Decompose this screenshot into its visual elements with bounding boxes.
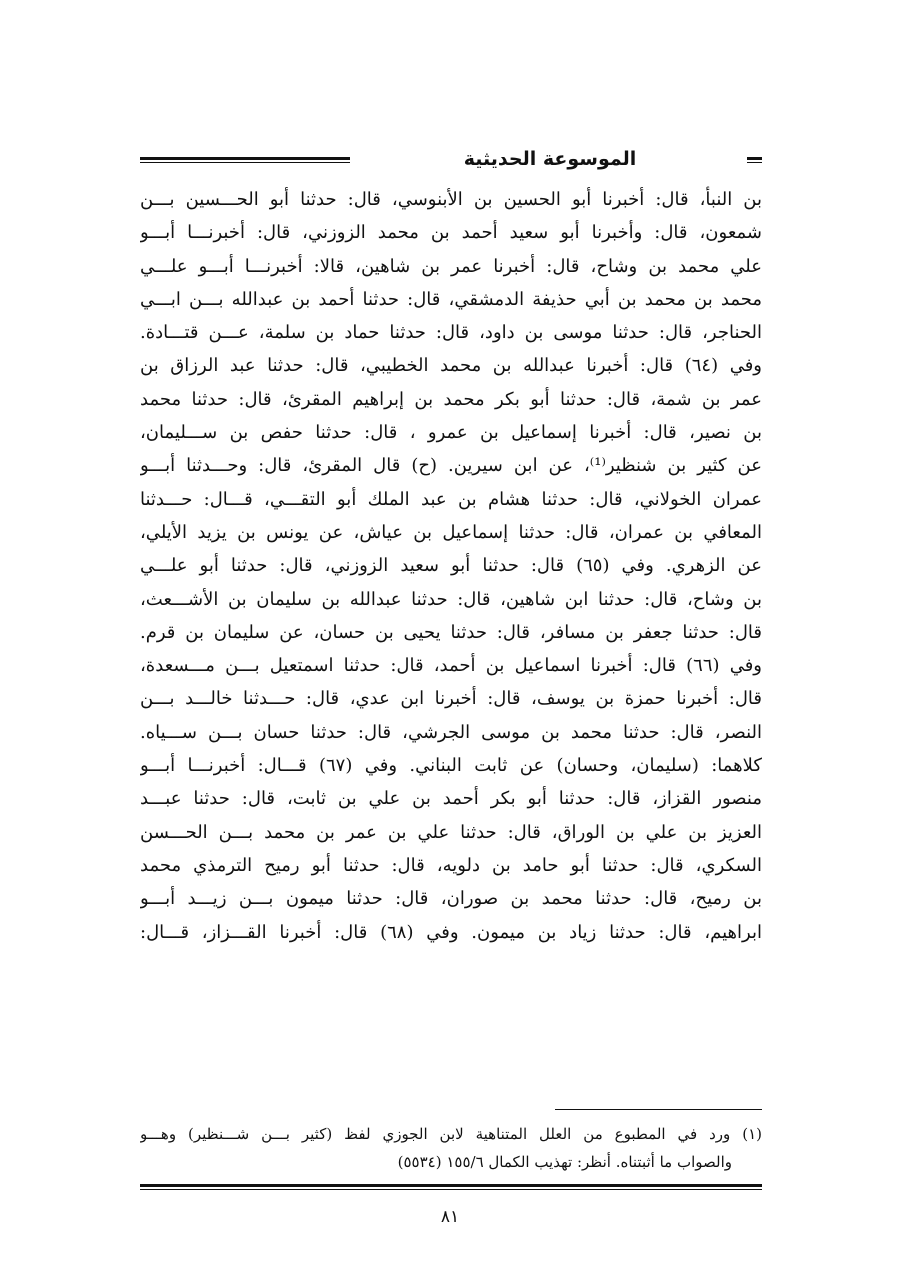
text-line: بن النبأ، قال: أخبرنا أبو الحسين بن الأبنوسي، قال: حدثنا أبو الحـــسين بـــن xyxy=(140,189,762,210)
text-line: وفي (٦٦) قال: أخبرنا اسماعيل بن أحمد، قال: حدثنا اسمتعيل بـــن مـــسعدة، xyxy=(140,655,762,677)
text-line: بن رميح، قال: حدثنا محمد بن صوران، قال: حدثنا ميمون بـــن زيـــد أبـــو xyxy=(140,888,762,910)
text-line: ابراهيم، قال: حدثنا زياد بن ميمون. وفي (٦٨) قال: أخبرنا القـــزاز، قـــال: xyxy=(140,921,762,943)
header-rule-right xyxy=(747,157,762,163)
text-line: كلاهما: (سليمان، وحسان) عن ثابت البناني. وفي (٦٧) قـــال: أخبرنـــا أبـــو xyxy=(140,755,762,777)
text-line: علي محمد بن وشاح، قال: أخبرنا عمر بن شاهين، قالا: أخبرنـــا أبـــو علـــي xyxy=(140,255,762,277)
text-line: منصور القزاز، قال: حدثنا أبو بكر أحمد بن علي بن ثابت، قال: حدثنا عبـــد xyxy=(140,788,762,810)
text-line: قال: أخبرنا حمزة بن يوسف، قال: أخبرنا ابن عدي، قال: حـــدثنا خالـــد بـــن xyxy=(140,688,762,710)
text-line: الحناجر، قال: حدثنا موسى بن داود، قال: حدثنا حماد بن سلمة، عـــن قتـــادة. xyxy=(140,322,762,344)
running-header xyxy=(140,144,762,174)
text-line: بن وشاح، قال: حدثنا ابن شاهين، قال: حدثنا عبدالله بن سليمان بن الأشـــعث، xyxy=(140,588,762,610)
text-line: النصر، قال: حدثنا محمد بن موسى الجرشي، قال: حدثنا حسان بـــن ســـياه. xyxy=(140,721,762,743)
footnote-line: والصواب ما أثبتناه. أنظر: تهذيب الكمال ١٥٥/٦ (٥٥٣٤) xyxy=(397,1153,732,1171)
body-text xyxy=(140,183,762,949)
text-line: شمعون، قال: وأخبرنا أبو سعيد أحمد بن محمد الزوزني، قال: أخبرنـــا أبـــو xyxy=(140,222,762,244)
bottom-rule xyxy=(140,1184,762,1190)
footnotes xyxy=(140,1120,762,1176)
text-line: عمر بن شمة، قال: حدثنا أبو بكر محمد بن إبراهيم المقرئ، قال: حدثنا محمد xyxy=(140,388,762,410)
header-rule-left xyxy=(140,157,350,163)
text-line: عمران الخولاني، قال: حدثنا هشام بن عبد الملك أبو التقـــي، قـــال: حـــدثنا xyxy=(140,488,762,510)
header-title: الموسوعة الحديثية xyxy=(463,148,637,170)
text-line: عن الزهري. وفي (٦٥) قال: حدثنا أبو سعيد الزوزني، قال: حدثنا أبو علـــي xyxy=(140,555,762,577)
text-line: قال: حدثنا جعفر بن مسافر، قال: حدثنا يحيى بن حسان، عن سليمان بن قرم. xyxy=(140,621,762,643)
text-line: بن نصير، قال: أخبرنا إسماعيل بن عمرو ، قال: حدثنا حفص بن ســـليمان، xyxy=(140,422,762,444)
footnote-separator xyxy=(555,1109,762,1110)
page-number: ٨١ xyxy=(440,1207,460,1227)
text-line: السكري، قال: حدثنا أبو حامد بن دلويه، قال: حدثنا أبو رميح الترمذي محمد xyxy=(140,854,762,876)
text-line: عن كثير بن شنظير⁽¹⁾، عن ابن سيرين. (ح) قال المقرئ، قال: وحـــدثنا أبـــو xyxy=(140,455,762,477)
text-line: المعافي بن عمران، قال: حدثنا إسماعيل بن عياش، عن يونس بن يزيد الأيلي، xyxy=(140,521,762,543)
text-line: العزيز بن علي بن الوراق، قال: حدثنا علي بن عمر بن محمد بـــن الحـــسن xyxy=(140,821,762,843)
footnote-line: (١) ورد في المطبوع من العلل المتناهية لابن الجوزي لفظ (كثير بـــن شـــنظير) وهـــو xyxy=(140,1125,762,1143)
text-line: محمد بن محمد بن أبي حذيفة الدمشقي، قال: حدثنا أحمد بن عبدالله بـــن ابـــي xyxy=(140,288,762,310)
text-line: وفي (٦٤) قال: أخبرنا عبدالله بن محمد الخطيبي، قال: حدثنا عبد الرزاق بن xyxy=(140,355,762,377)
